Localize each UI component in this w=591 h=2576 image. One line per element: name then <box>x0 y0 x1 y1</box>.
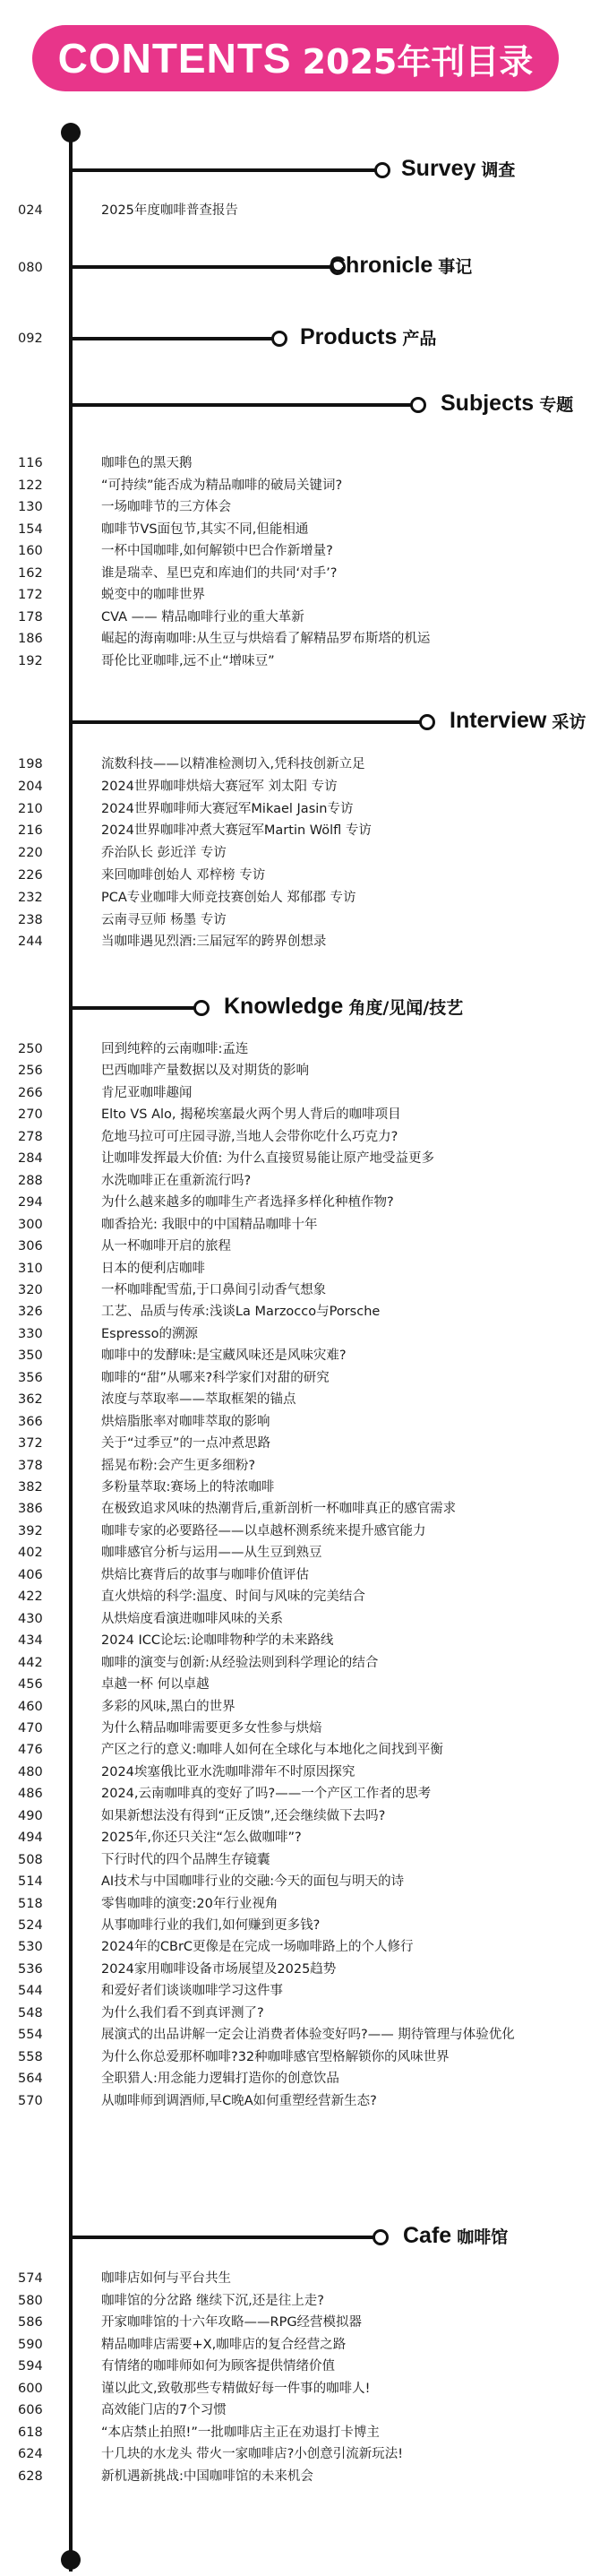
toc-entry-title: 烘焙脂胀率对咖啡萃取的影响 <box>101 1414 270 1429</box>
toc-entry-title: 日本的便利店咖啡 <box>101 1261 205 1276</box>
toc-entry[interactable] <box>0 1039 591 1059</box>
toc-page-number: 558 <box>18 2049 43 2064</box>
section-title[interactable] <box>403 2223 508 2249</box>
toc-entry-title: “可持续”能否成为精品咖啡的破局关键词? <box>101 478 343 493</box>
toc-page-number: 080 <box>18 261 43 275</box>
toc-page-number: 514 <box>18 1874 43 1890</box>
toc-entry-title: PCA专业咖啡大师竞技赛创始人 郑郁郡 专访 <box>101 890 356 905</box>
toc-entry[interactable] <box>0 1280 591 1300</box>
toc-page-number: 386 <box>18 1502 43 1517</box>
toc-page-number: 490 <box>18 1808 43 1823</box>
toc-page-number: 362 <box>18 1392 43 1408</box>
toc-entry-title: 展演式的出品讲解一定会让消费者体验变好吗?—— 期待管理与体验优化 <box>101 2028 515 2043</box>
toc-entry-title: 回到纯粹的云南咖啡:孟连 <box>101 1042 249 1056</box>
toc-entry[interactable] <box>0 1456 591 1476</box>
toc-page-number: 570 <box>18 2093 43 2108</box>
toc-page-number: 486 <box>18 1787 43 1802</box>
toc-entry[interactable] <box>0 2400 591 2420</box>
toc-entry-title: CVA —— 精品咖啡行业的重大革新 <box>101 609 304 625</box>
toc-entry-title: 蜕变中的咖啡世界 <box>101 588 205 602</box>
section-title[interactable] <box>441 391 573 417</box>
toc-entry-title: 多彩的风味,黑白的世界 <box>101 1699 236 1714</box>
toc-entry-title: 咖啡感官分析与运用——从生豆到熟豆 <box>101 1546 322 1561</box>
section-title-zh: 产品 <box>402 329 437 349</box>
section-title-en: Products <box>300 324 398 349</box>
toc-page-number: 238 <box>18 912 43 927</box>
toc-page-number: 330 <box>18 1326 43 1341</box>
toc-page-number: 024 <box>18 203 43 218</box>
toc-page-number: 130 <box>18 500 43 514</box>
section-title-en: Knowledge <box>224 994 344 1019</box>
toc-entry[interactable] <box>0 1916 591 1935</box>
toc-page-number: 456 <box>18 1677 43 1693</box>
toc-page-number: 154 <box>18 521 43 537</box>
toc-entry[interactable] <box>0 1259 591 1279</box>
toc-entry[interactable] <box>0 629 591 649</box>
toc-entry[interactable] <box>0 1894 591 1914</box>
toc-entry-title: 从一杯咖啡开启的旅程 <box>101 1239 231 1254</box>
toc-entry[interactable] <box>0 1236 591 1256</box>
section-connector <box>71 403 412 407</box>
section-marker-circle <box>419 714 435 730</box>
toc-entry-title: 从事咖啡行业的我们,如何赚到更多钱? <box>101 1918 321 1933</box>
toc-entry[interactable] <box>0 541 591 561</box>
toc-page-number: 220 <box>18 846 43 861</box>
toc-entry-title: 一场咖啡节的三方体会 <box>101 500 231 514</box>
toc-entry-title: 为什么你总爱那杯咖啡?32种咖啡感官型格解锁你的风味世界 <box>101 2049 450 2064</box>
toc-page-number: 092 <box>18 332 43 346</box>
toc-page-number: 618 <box>18 2425 43 2440</box>
toc-entry[interactable] <box>0 1302 591 1322</box>
toc-page-number: 580 <box>18 2293 43 2308</box>
toc-page-number: 366 <box>18 1414 43 1429</box>
toc-entry[interactable] <box>0 2047 591 2067</box>
toc-page-number: 470 <box>18 1720 43 1736</box>
toc-page-number: 392 <box>18 1523 43 1538</box>
toc-entry-title: 从咖啡师到调酒师,早C晚A如何重塑经营新生态? <box>101 2093 377 2108</box>
toc-page-number: 116 <box>18 456 43 470</box>
section-title-zh: 专题 <box>539 395 574 415</box>
toc-entry-title: 流数科技——以精准检测切入,凭科技创新立足 <box>101 757 365 771</box>
toc-entry[interactable] <box>0 1719 591 1738</box>
toc-page-number: 382 <box>18 1480 43 1495</box>
toc-entry-title: 零售咖啡的演变:20年行业视角 <box>101 1896 278 1911</box>
toc-entry[interactable] <box>0 1412 591 1432</box>
toc-entry[interactable] <box>0 329 591 349</box>
toc-entry-title: 崛起的海南咖啡:从生豆与烘焙看了解精品罗布斯塔的机运 <box>101 632 431 646</box>
toc-entry[interactable] <box>0 777 591 797</box>
toc-entry-title: “本店禁止拍照!”一批咖啡店主正在劝退打卡博主 <box>101 2425 380 2440</box>
section-connector <box>71 1006 195 1010</box>
toc-entry[interactable] <box>0 1543 591 1563</box>
toc-page-number: 256 <box>18 1064 43 1079</box>
toc-entry[interactable] <box>0 1193 591 1212</box>
toc-entry[interactable] <box>0 585 591 605</box>
toc-page-number: 160 <box>18 544 43 558</box>
toc-entry-title: 多粉量萃取:赛场上的特浓咖啡 <box>101 1480 275 1495</box>
toc-entry[interactable] <box>0 1061 591 1081</box>
toc-page-number: 320 <box>18 1282 43 1297</box>
toc-entry[interactable] <box>0 2025 591 2045</box>
toc-entry[interactable] <box>0 2291 591 2311</box>
toc-entry-title: 乔治队长 彭近洋 专访 <box>101 846 227 861</box>
toc-entry[interactable] <box>0 2335 591 2355</box>
toc-entry-title: 咖啡节VS面包节,其实不同,但能相通 <box>101 521 309 537</box>
timeline-bottom-dot <box>61 2550 81 2570</box>
toc-entry-title: 肯尼亚咖啡趣闻 <box>101 1085 193 1100</box>
toc-page-number: 326 <box>18 1305 43 1320</box>
toc-entry[interactable] <box>0 799 591 819</box>
toc-page-number: 300 <box>18 1217 43 1232</box>
toc-page-number: 178 <box>18 609 43 625</box>
toc-entry[interactable] <box>0 1521 591 1541</box>
toc-entry-title: 谁是瑞幸、星巴克和库迪们的共同‘对手’? <box>101 565 338 581</box>
toc-page-number: 270 <box>18 1107 43 1123</box>
toc-entry-title: 2024 ICC论坛:论咖啡物种学的未来路线 <box>101 1633 334 1649</box>
toc-entry[interactable] <box>0 607 591 627</box>
toc-entry[interactable] <box>0 201 591 220</box>
toc-entry[interactable] <box>0 2423 591 2442</box>
toc-entry[interactable] <box>0 1872 591 1891</box>
toc-entry[interactable] <box>0 1806 591 1826</box>
toc-entry-title: 为什么精品咖啡需要更多女性参与烘焙 <box>101 1720 322 1736</box>
toc-entry[interactable] <box>0 1828 591 1848</box>
section-title-zh: 采访 <box>552 712 587 732</box>
toc-page-number: 590 <box>18 2337 43 2352</box>
toc-entry-title: 和爱好者们谈谈咖啡学习这件事 <box>101 1984 283 1999</box>
toc-entry[interactable] <box>0 888 591 908</box>
toc-entry[interactable] <box>0 1653 591 1673</box>
toc-page-number: 232 <box>18 890 43 905</box>
toc-page-number: 600 <box>18 2381 43 2396</box>
toc-page-number: 226 <box>18 868 43 883</box>
toc-entry-title: 云南寻豆师 杨墨 专访 <box>101 912 227 927</box>
toc-page-number: 460 <box>18 1699 43 1714</box>
toc-entry[interactable] <box>0 1762 591 1782</box>
toc-page-number: 406 <box>18 1567 43 1582</box>
toc-page-number: 250 <box>18 1042 43 1056</box>
toc-page-number: 198 <box>18 757 43 771</box>
toc-entry-title: 如果新想法没有得到“正反馈”,还会继续做下去吗? <box>101 1808 386 1823</box>
toc-entry[interactable] <box>0 910 591 930</box>
toc-entry-title: 2024年的CBrC更像是在完成一场咖啡路上的个人修行 <box>101 1940 414 1955</box>
toc-entry-title: 摇晃布粉:会产生更多细粉? <box>101 1458 256 1473</box>
toc-entry[interactable] <box>0 2003 591 2023</box>
toc-page-number: 284 <box>18 1151 43 1167</box>
toc-entry-title: 有情绪的咖啡师如何为顾客提供情绪价值 <box>101 2359 335 2374</box>
toc-page-number: 422 <box>18 1590 43 1605</box>
toc-entry-title: 哥伦比亚咖啡,远不止“增味豆” <box>101 653 275 668</box>
toc-entry[interactable] <box>0 564 591 583</box>
toc-entry[interactable] <box>0 1937 591 1957</box>
toc-entry-title: 精品咖啡店需要+X,咖啡店的复合经营之路 <box>101 2337 347 2352</box>
toc-entry-title: 2025年度咖啡普查报告 <box>101 203 238 218</box>
toc-entry[interactable] <box>0 2269 591 2288</box>
toc-page-number: 442 <box>18 1655 43 1670</box>
toc-entry-title: 卓越一杯 何以卓越 <box>101 1677 210 1693</box>
toc-page-number: 310 <box>18 1261 43 1276</box>
toc-page-number: 172 <box>18 588 43 602</box>
toc-entry[interactable] <box>0 1215 591 1235</box>
toc-page-number: 210 <box>18 801 43 816</box>
toc-entry[interactable] <box>0 1631 591 1650</box>
toc-page-number: 378 <box>18 1458 43 1473</box>
toc-page-number: 508 <box>18 1852 43 1867</box>
toc-page-number: 288 <box>18 1173 43 1188</box>
toc-entry-title: 开家咖啡馆的十六年攻略——RPG经营模拟器 <box>101 2315 363 2330</box>
section-title-zh: 角度/见闻/技艺 <box>348 998 464 1018</box>
toc-entry-title: 让咖啡发挥最大价值: 为什么直接贸易能让原产地受益更多 <box>101 1151 434 1167</box>
toc-entry[interactable] <box>0 476 591 495</box>
toc-entry-title: 在极致追求风味的热潮背后,重新剖析一杯咖啡真正的感官需求 <box>101 1502 457 1517</box>
toc-page-number: 306 <box>18 1239 43 1254</box>
toc-entry[interactable] <box>0 1434 591 1453</box>
toc-entry-title: 咖啡的演变与创新:从经验法则到科学理论的结合 <box>101 1655 379 1670</box>
toc-entry-title: 2024埃塞俄比亚水洗咖啡滞年不时原因探究 <box>101 1764 355 1779</box>
toc-entry[interactable] <box>0 1390 591 1409</box>
toc-entry[interactable] <box>0 2444 591 2464</box>
toc-entry[interactable] <box>0 2356 591 2376</box>
toc-entry-title: 咖啡的“甜”从哪来?科学家们对甜的研究 <box>101 1370 330 1385</box>
toc-entry[interactable] <box>0 258 591 278</box>
toc-entry[interactable] <box>0 1587 591 1607</box>
toc-entry-title: 当咖啡遇见烈酒:三届冠军的跨界创想录 <box>101 935 327 950</box>
toc-page-number: 594 <box>18 2359 43 2374</box>
section-title[interactable] <box>450 708 586 734</box>
section-marker-circle <box>193 1000 210 1016</box>
toc-entry-title: 2025年,你还只关注“怎么做咖啡”? <box>101 1831 302 1846</box>
toc-entry[interactable] <box>0 754 591 774</box>
toc-entry-title: 一杯中国咖啡,如何解锁中巴合作新增量? <box>101 544 333 558</box>
toc-entry-title: 从烘焙度看演进咖啡风味的关系 <box>101 1611 283 1626</box>
toc-entry-title: 直火烘焙的科学:温度、时间与风味的完美结合 <box>101 1590 365 1605</box>
toc-page-number: 544 <box>18 1984 43 1999</box>
toc-entry[interactable] <box>0 821 591 840</box>
timeline-top-dot <box>61 123 81 142</box>
toc-entry-title: 2024,云南咖啡真的变好了吗?——一个产区工作者的思考 <box>101 1787 432 1802</box>
toc-entry[interactable] <box>0 520 591 539</box>
toc-page-number: 278 <box>18 1129 43 1144</box>
toc-page-number: 294 <box>18 1195 43 1210</box>
toc-page-number: 628 <box>18 2468 43 2484</box>
toc-entry-title: 烘焙比赛背后的故事与咖啡价值评估 <box>101 1567 309 1582</box>
toc-entry[interactable] <box>0 2467 591 2486</box>
section-marker-circle <box>373 2229 389 2245</box>
toc-entry[interactable] <box>0 1697 591 1717</box>
contents-banner <box>32 25 559 91</box>
section-title-en: Cafe <box>403 2223 452 2248</box>
section-title-en: Survey <box>401 156 476 181</box>
toc-entry[interactable] <box>0 1368 591 1388</box>
toc-page-number: 574 <box>18 2271 43 2286</box>
section-marker-circle <box>374 162 390 178</box>
toc-entry-title: 谨以此文,致敬那些专精做好每一件事的咖啡人! <box>101 2381 371 2396</box>
toc-entry-title: 来回咖啡创始人 邓梓榜 专访 <box>101 868 266 883</box>
toc-entry[interactable] <box>0 1171 591 1191</box>
toc-page-number: 350 <box>18 1348 43 1364</box>
toc-page-number: 216 <box>18 823 43 839</box>
toc-entry-title: 浓度与萃取率——萃取框架的锚点 <box>101 1392 296 1408</box>
toc-entry[interactable] <box>0 1149 591 1168</box>
section-connector <box>71 720 421 724</box>
toc-entry[interactable] <box>0 1675 591 1694</box>
toc-entry-title: 新机遇新挑战:中国咖啡馆的未来机会 <box>101 2468 313 2484</box>
toc-entry-title: 关于“过季豆”的一点冲煮思路 <box>101 1436 271 1452</box>
toc-entry[interactable] <box>0 1784 591 1804</box>
section-title-zh: 咖啡馆 <box>457 2227 509 2247</box>
toc-entry-title: Elto VS Alo, 揭秘埃塞最火两个男人背后的咖啡项目 <box>101 1107 401 1123</box>
toc-entry[interactable] <box>0 1346 591 1366</box>
toc-entry-title: 一杯咖啡配雪茄,于口鼻间引动香气想象 <box>101 1282 327 1297</box>
toc-entry-title: 危地马拉可可庄园寻游,当地人会带你吃什么巧克力? <box>101 1129 398 1144</box>
banner-title-en: CONTENTS <box>57 35 292 82</box>
toc-entry-title: 为什么我们看不到真评测了? <box>101 2005 264 2020</box>
toc-page-number: 162 <box>18 565 43 581</box>
section-title-en: Interview <box>450 708 547 733</box>
toc-entry-title: 水洗咖啡正在重新流行吗? <box>101 1173 252 1188</box>
toc-page-number: 518 <box>18 1896 43 1911</box>
section-marker-circle <box>410 397 426 413</box>
toc-entry-title: 2024世界咖啡冲煮大赛冠军Martin Wölfl 专访 <box>101 823 372 839</box>
toc-entry-title: 全职猎人:用念能力逻辑打造你的创意饮品 <box>101 2072 339 2087</box>
toc-entry[interactable] <box>0 651 591 671</box>
toc-entry[interactable] <box>0 1565 591 1585</box>
toc-entry[interactable] <box>0 932 591 952</box>
toc-entry-title: 工艺、品质与传承:浅谈La Marzocco与Porsche <box>101 1305 381 1320</box>
section-title-zh: 事记 <box>438 257 473 277</box>
toc-page-number: 536 <box>18 1961 43 1977</box>
section-title[interactable] <box>401 156 515 182</box>
toc-entry-title: 高效能门店的7个习惯 <box>101 2403 227 2417</box>
toc-entry-title: 产区之行的意义:咖啡人如何在全球化与本地化之间找到平衡 <box>101 1743 443 1758</box>
toc-page-number: 606 <box>18 2403 43 2417</box>
toc-entry-title: 十几块的水龙头 带火一家咖啡店?小创意引流新玩法! <box>101 2447 404 2461</box>
toc-entry[interactable] <box>0 1127 591 1147</box>
toc-entry[interactable] <box>0 2069 591 2089</box>
toc-entry-title: Espresso的溯源 <box>101 1326 198 1341</box>
toc-page-number: 244 <box>18 935 43 950</box>
toc-entry[interactable] <box>0 1960 591 1979</box>
toc-entry[interactable] <box>0 497 591 517</box>
toc-entry[interactable] <box>0 2379 591 2399</box>
section-title-en: Subjects <box>441 391 535 416</box>
toc-page-number: 524 <box>18 1918 43 1933</box>
toc-entry-title: 巴西咖啡产量数据以及对期货的影响 <box>101 1064 309 1079</box>
section-title-zh: 调查 <box>481 160 516 180</box>
toc-entry-title: AI技术与中国咖啡行业的交融:今天的面包与明天的诗 <box>101 1874 405 1890</box>
toc-page-number: 266 <box>18 1085 43 1100</box>
toc-page-number: 586 <box>18 2315 43 2330</box>
toc-entry[interactable] <box>0 1981 591 2001</box>
toc-entry-title: 咖啡专家的必要路径——以卓越杯测系统来提升感官能力 <box>101 1523 426 1538</box>
toc-entry[interactable] <box>0 866 591 885</box>
toc-page-number: 494 <box>18 1831 43 1846</box>
toc-entry-title: 下行时代的四个品牌生存镜囊 <box>101 1852 270 1867</box>
toc-page-number: 430 <box>18 1611 43 1626</box>
toc-entry[interactable] <box>0 1083 591 1103</box>
toc-entry[interactable] <box>0 1324 591 1344</box>
toc-entry-title: 咖啡馆的分岔路 继续下沉,还是往上走? <box>101 2293 324 2308</box>
toc-page-number: 356 <box>18 1370 43 1385</box>
toc-page-number: 192 <box>18 653 43 668</box>
toc-entry-title: 2024世界咖啡烘焙大赛冠军 刘太阳 专访 <box>101 779 338 794</box>
toc-entry-title: 咖啡中的发酵味:是宝藏风味还是风味灾难? <box>101 1348 347 1364</box>
toc-entry[interactable] <box>0 1499 591 1519</box>
toc-page-number: 564 <box>18 2072 43 2087</box>
toc-entry-title: 咖啡色的黑天鹅 <box>101 456 193 470</box>
toc-entry[interactable] <box>0 1850 591 1870</box>
toc-page-number: 624 <box>18 2447 43 2461</box>
toc-entry-title: 2024家用咖啡设备市场展望及2025趋势 <box>101 1961 337 1977</box>
section-connector <box>71 2236 374 2239</box>
section-connector <box>71 168 376 172</box>
toc-page-number: 480 <box>18 1764 43 1779</box>
toc-entry[interactable] <box>0 1105 591 1124</box>
toc-page-number: 476 <box>18 1743 43 1758</box>
toc-entry[interactable] <box>0 2091 591 2111</box>
banner-title-zh: 2025年刊目录 <box>302 41 534 82</box>
toc-entry-title: 咖香拾光: 我眼中的中国精品咖啡十年 <box>101 1217 318 1232</box>
toc-entry[interactable] <box>0 1478 591 1497</box>
toc-page-number: 548 <box>18 2005 43 2020</box>
toc-entry[interactable] <box>0 2313 591 2332</box>
toc-page-number: 530 <box>18 1940 43 1955</box>
toc-entry-title: 咖啡店如何与平台共生 <box>101 2271 231 2286</box>
toc-page-number: 186 <box>18 632 43 646</box>
toc-page-number: 402 <box>18 1546 43 1561</box>
toc-page-number: 122 <box>18 478 43 493</box>
section-title[interactable] <box>224 994 463 1020</box>
toc-page-number: 434 <box>18 1633 43 1649</box>
toc-page-number: 554 <box>18 2028 43 2043</box>
toc-entry[interactable] <box>0 1740 591 1760</box>
toc-entry-title: 2024世界咖啡师大赛冠军Mikael Jasin专访 <box>101 801 354 816</box>
toc-entry[interactable] <box>0 1609 591 1629</box>
toc-entry[interactable] <box>0 453 591 473</box>
toc-page-number: 372 <box>18 1436 43 1452</box>
toc-page-number: 204 <box>18 779 43 794</box>
toc-entry-title: 为什么越来越多的咖啡生产者选择多样化种植作物? <box>101 1195 394 1210</box>
toc-entry[interactable] <box>0 843 591 863</box>
section-title-en: Chronicle <box>330 253 433 278</box>
